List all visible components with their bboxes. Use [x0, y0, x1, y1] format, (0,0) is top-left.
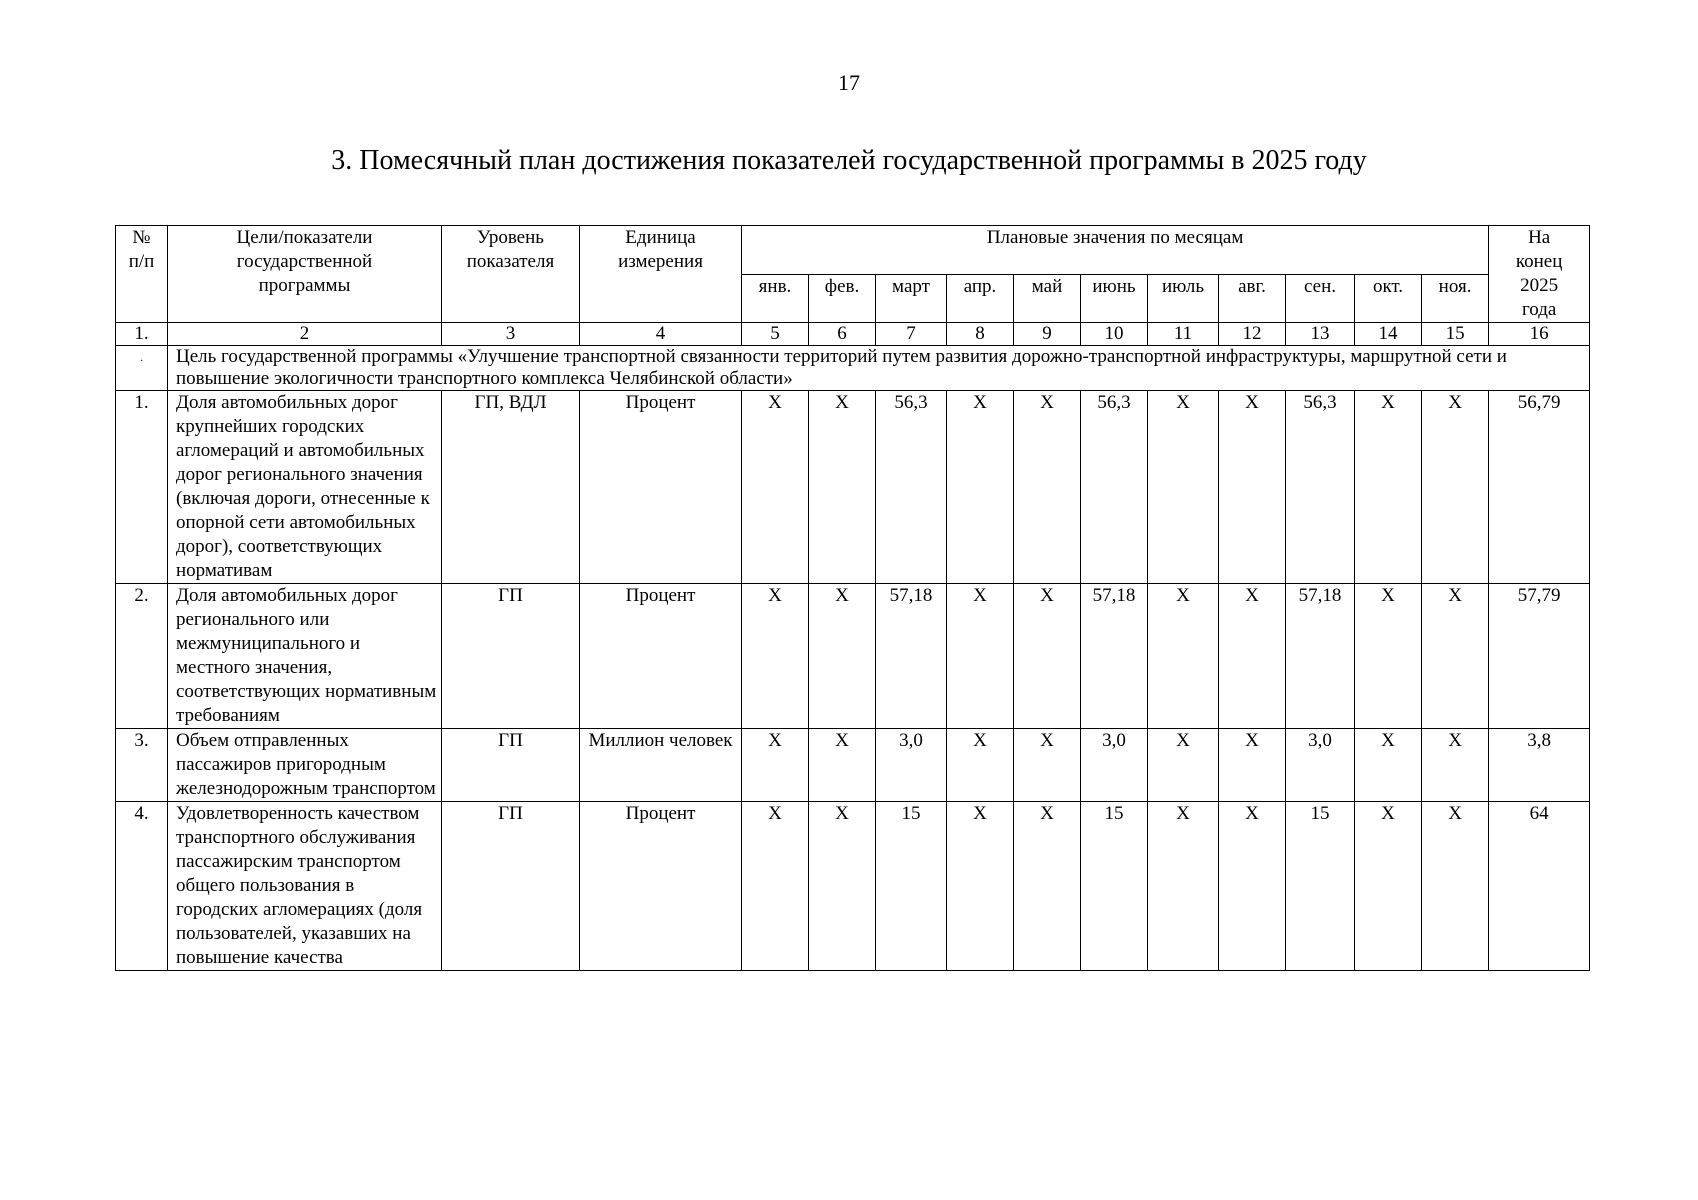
month-value: X [1355, 391, 1422, 584]
row-num: 3. [116, 729, 168, 802]
year-end-value: 3,8 [1489, 729, 1590, 802]
table-row [116, 729, 1590, 802]
month-value: 57,18 [876, 584, 947, 729]
column-number-row [116, 323, 1590, 346]
column-number: 6 [809, 323, 876, 346]
table-row [116, 391, 1590, 584]
table-row [116, 802, 1590, 971]
indicator-name: Объем отправленных пассажиров пригородным железнодорожным транспортом [168, 729, 442, 802]
indicator-name: Удовлетворенность качеством транспортного обслуживания пассажирским транспортом общего пользования в городских агломерациях (доля пользователей, указавших на повышение качества [168, 802, 442, 971]
row-num: 2. [116, 584, 168, 729]
header-year-end: На конец 2025 года [1489, 226, 1590, 323]
column-number: 9 [1014, 323, 1081, 346]
month-value: X [1219, 584, 1286, 729]
header-month: окт. [1355, 274, 1422, 323]
month-value: X [1148, 729, 1219, 802]
month-value: X [947, 391, 1014, 584]
year-end-value: 57,79 [1489, 584, 1590, 729]
month-value: 57,18 [1286, 584, 1355, 729]
indicator-unit: Процент [580, 584, 742, 729]
header-monthly-values: Плановые значения по месяцам [742, 226, 1489, 275]
month-value: X [1355, 584, 1422, 729]
header-unit: Единица измерения [580, 226, 742, 323]
header-row-1 [116, 226, 1590, 275]
row-num: 1. [116, 391, 168, 584]
column-number: 12 [1219, 323, 1286, 346]
month-value: 3,0 [1286, 729, 1355, 802]
indicator-name: Доля автомобильных дорог крупнейших городских агломераций и автомобильных дорог регионального значения (включая дороги, отнесенные к опорной сети автомобильных дорог), соответствующих нормативам [168, 391, 442, 584]
goal-text: Цель государственной программы «Улучшение транспортной связанности территорий путем развития дорожно-транспортной инфраструктуры, маршрутной сети и повышение экологичности транспортного комплекса Челябинской области» [168, 346, 1590, 391]
monthly-plan-table [115, 225, 1590, 971]
month-value: 15 [1081, 802, 1148, 971]
row-num: 4. [116, 802, 168, 971]
column-number: 15 [1422, 323, 1489, 346]
header-month: авг. [1219, 274, 1286, 323]
column-number: 1. [116, 323, 168, 346]
goal-num: . [116, 346, 168, 391]
month-value: X [809, 802, 876, 971]
indicator-level: ГП, ВДЛ [442, 391, 580, 584]
month-value: 57,18 [1081, 584, 1148, 729]
page-title: 3. Помесячный план достижения показателей государственной программы в 2025 году [331, 145, 1367, 176]
month-value: X [809, 729, 876, 802]
month-value: X [742, 729, 809, 802]
month-value: X [1148, 391, 1219, 584]
month-value: X [947, 729, 1014, 802]
indicator-level: ГП [442, 802, 580, 971]
header-month: янв. [742, 274, 809, 323]
column-number: 14 [1355, 323, 1422, 346]
column-number: 10 [1081, 323, 1148, 346]
column-number: 13 [1286, 323, 1355, 346]
header-goals: Цели/показатели государственной программы [168, 226, 442, 323]
header-month: апр. [947, 274, 1014, 323]
indicator-unit: Процент [580, 391, 742, 584]
table-row [116, 584, 1590, 729]
header-month: июль [1148, 274, 1219, 323]
month-value: X [742, 391, 809, 584]
month-value: X [1355, 802, 1422, 971]
month-value: X [1148, 802, 1219, 971]
indicator-level: ГП [442, 584, 580, 729]
month-value: X [947, 802, 1014, 971]
year-end-value: 64 [1489, 802, 1590, 971]
month-value: X [1014, 584, 1081, 729]
column-number: 8 [947, 323, 1014, 346]
month-value: X [1219, 802, 1286, 971]
column-number: 4 [580, 323, 742, 346]
month-value: X [1219, 729, 1286, 802]
month-value: X [1422, 391, 1489, 584]
month-value: X [1148, 584, 1219, 729]
month-value: X [742, 584, 809, 729]
month-value: 56,3 [1286, 391, 1355, 584]
month-value: 15 [1286, 802, 1355, 971]
month-value: X [1422, 729, 1489, 802]
header-month: июнь [1081, 274, 1148, 323]
page-number: 17 [838, 70, 860, 95]
month-value: X [1422, 802, 1489, 971]
column-number: 2 [168, 323, 442, 346]
goal-row [116, 346, 1590, 391]
month-value: X [1014, 729, 1081, 802]
month-value: X [1422, 584, 1489, 729]
month-value: X [1219, 391, 1286, 584]
month-value: 3,0 [876, 729, 947, 802]
header-month: фев. [809, 274, 876, 323]
header-month: сен. [1286, 274, 1355, 323]
indicator-name: Доля автомобильных дорог регионального или межмуниципального и местного значения, соответствующих нормативным требованиям [168, 584, 442, 729]
month-value: X [809, 391, 876, 584]
year-end-value: 56,79 [1489, 391, 1590, 584]
month-value: X [742, 802, 809, 971]
column-number: 3 [442, 323, 580, 346]
indicator-level: ГП [442, 729, 580, 802]
month-value: 15 [876, 802, 947, 971]
month-value: X [1014, 802, 1081, 971]
column-number: 11 [1148, 323, 1219, 346]
month-value: 56,3 [876, 391, 947, 584]
header-month: ноя. [1422, 274, 1489, 323]
header-level: Уровень показателя [442, 226, 580, 323]
header-month: март [876, 274, 947, 323]
month-value: X [1014, 391, 1081, 584]
header-num: № п/п [116, 226, 168, 323]
column-number: 5 [742, 323, 809, 346]
month-value: 3,0 [1081, 729, 1148, 802]
indicator-unit: Процент [580, 802, 742, 971]
column-number: 7 [876, 323, 947, 346]
month-value: X [1355, 729, 1422, 802]
column-number: 16 [1489, 323, 1590, 346]
indicator-unit: Миллион человек [580, 729, 742, 802]
month-value: 56,3 [1081, 391, 1148, 584]
month-value: X [809, 584, 876, 729]
header-month: май [1014, 274, 1081, 323]
month-value: X [947, 584, 1014, 729]
